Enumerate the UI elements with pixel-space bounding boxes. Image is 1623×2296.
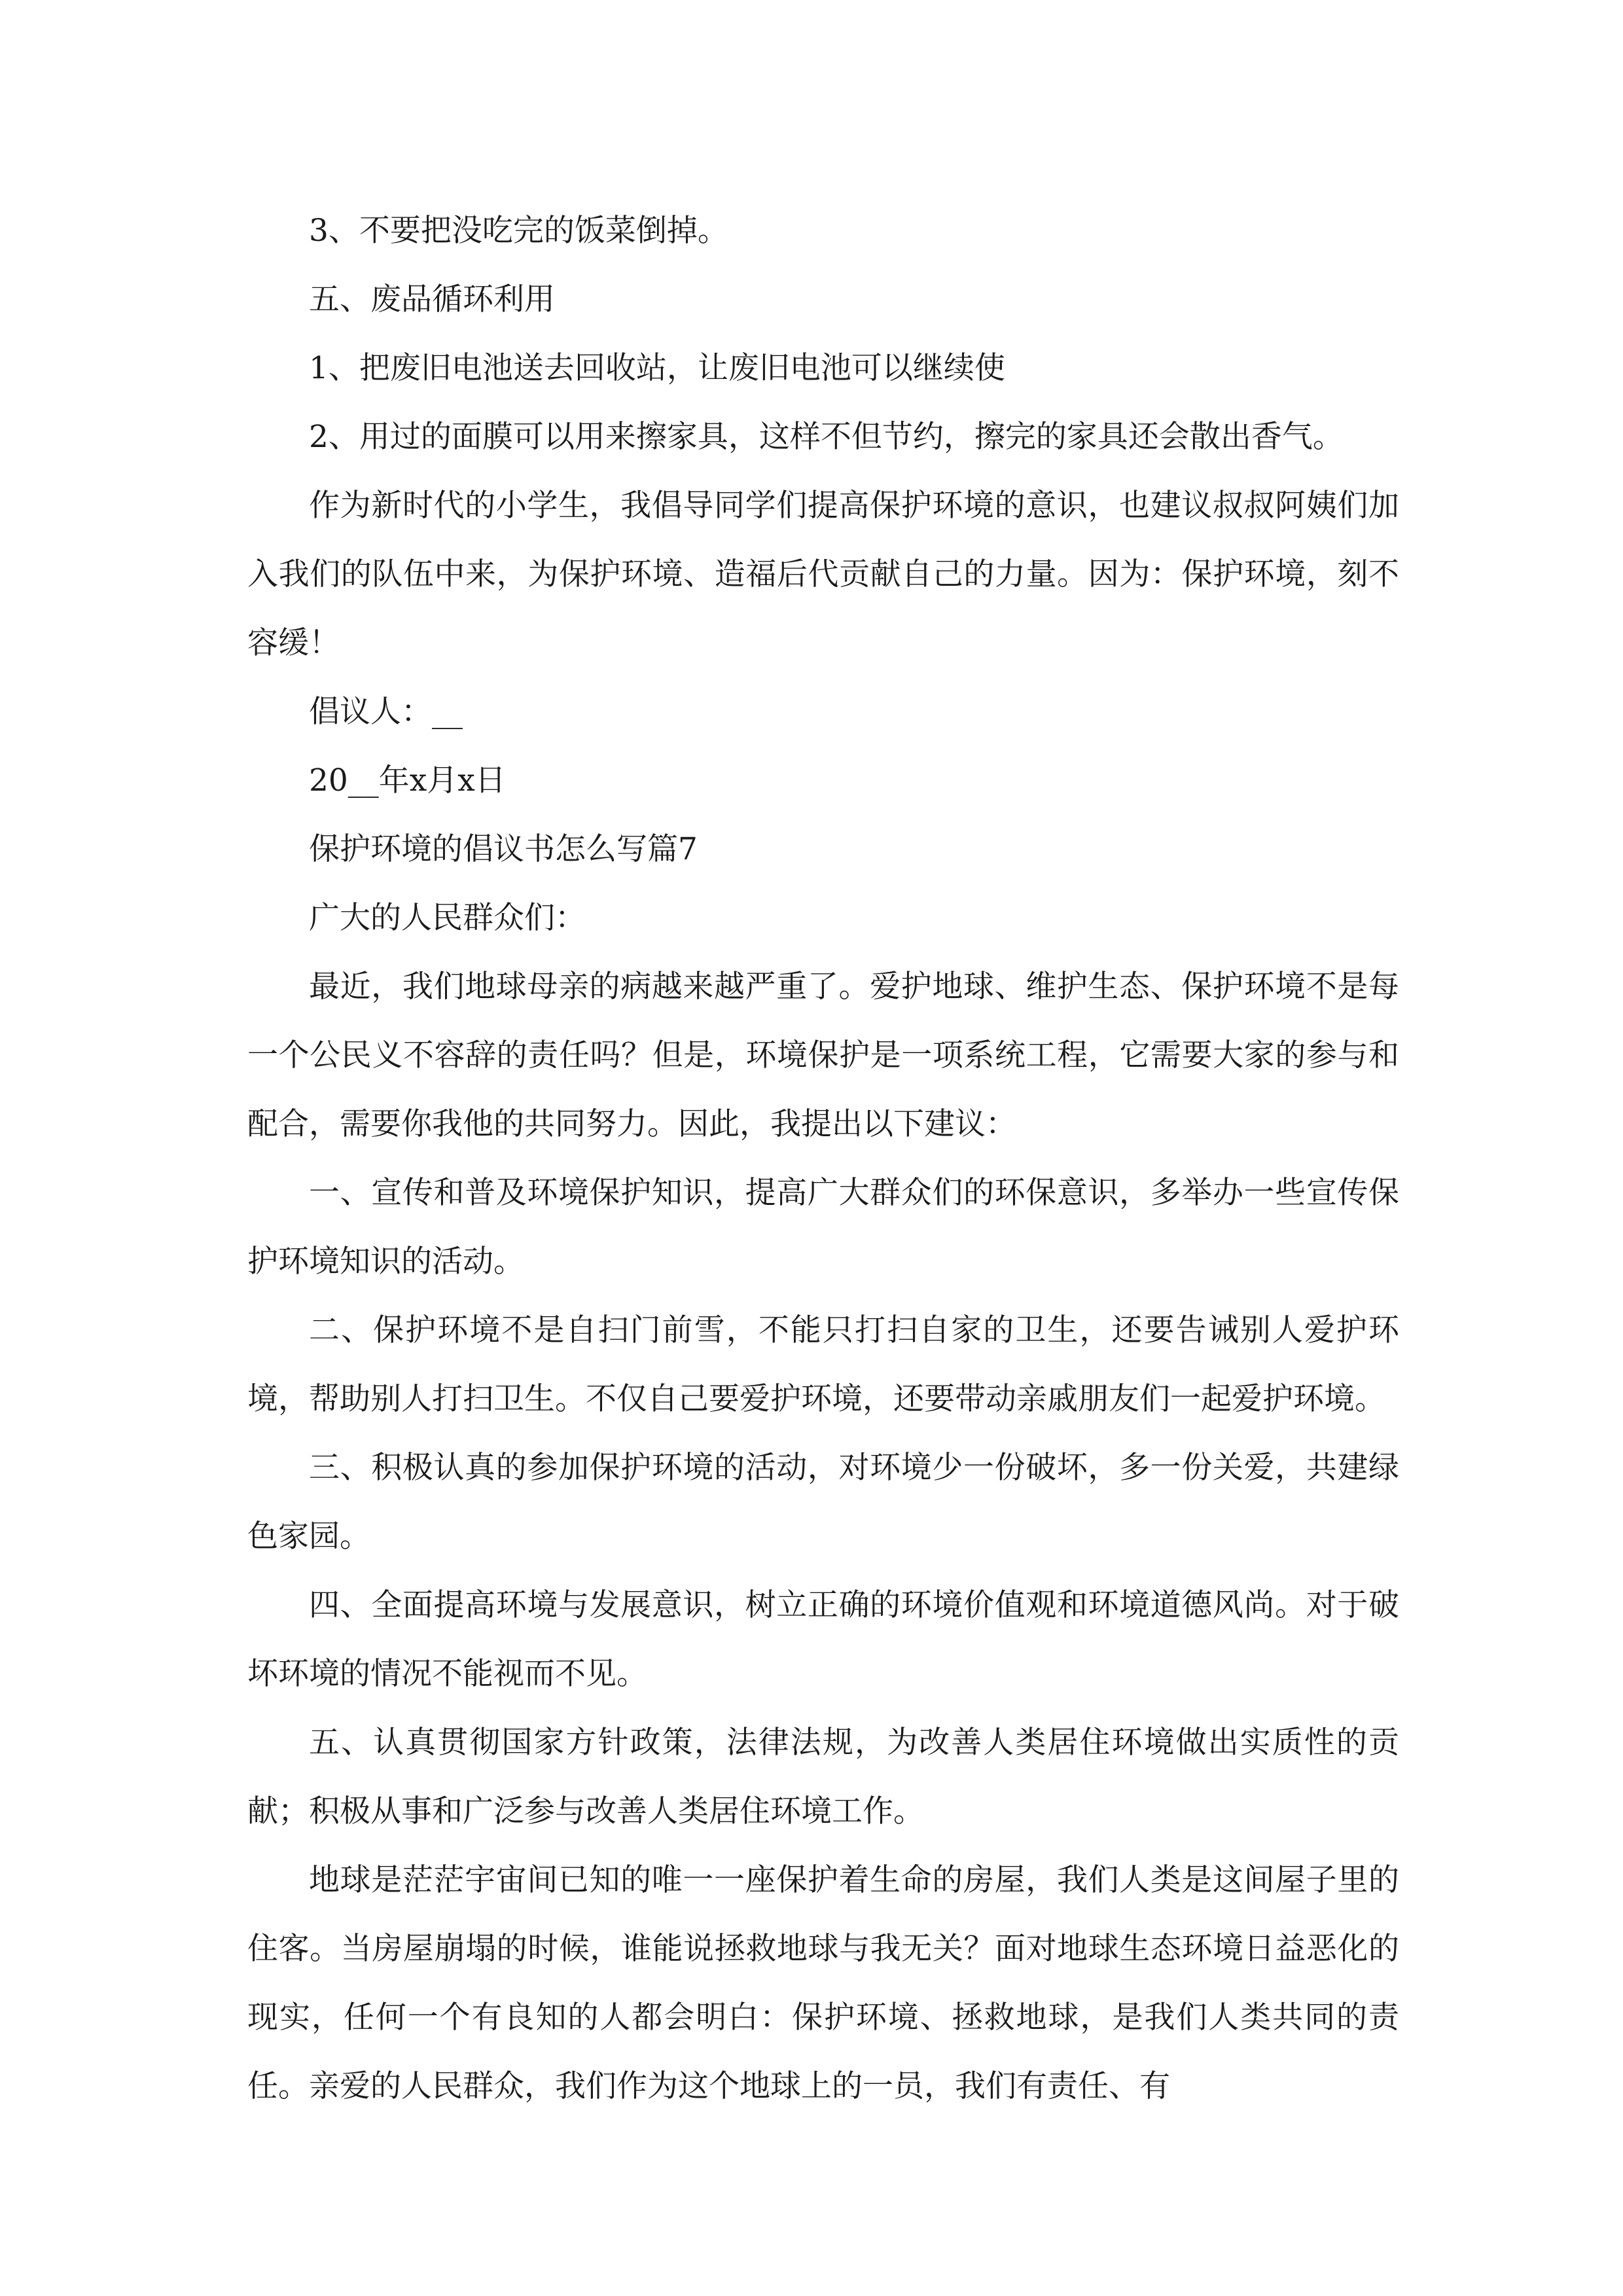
paragraph-closing-appeal: 作为新时代的小学生，我倡导同学们提高保护环境的意识，也建议叔叔阿姨们加入我们的队伍中来，为保护环境、造福后代贡献自己的力量。因为：保护环境，刻不容缓！	[247, 488, 1399, 661]
paragraph-item-3: 3、不要把没吃完的饭菜倒掉。	[309, 213, 728, 249]
paragraph-item-2: 2、用过的面膜可以用来擦家具，这样不但节约，擦完的家具还会散出香气。	[309, 419, 1344, 455]
section-heading-recycling: 五、废品循环利用	[309, 281, 555, 317]
paragraph-conclusion: 地球是茫茫宇宙间已知的唯一一座保护着生命的房屋，我们人类是这间屋子里的住客。当房屋崩塌的时候，谁能说拯救地球与我无关？面对地球生态环境日益恶化的现实，任何一个有良知的人都会明白：保护环境、拯救地球，是我们人类共同的责任。亲爱的人民群众，我们作为这个地球上的一员，我们有责任、有	[247, 1862, 1399, 2104]
paragraph-item-1: 1、把废旧电池送去回收站，让废旧电池可以继续使	[309, 350, 1005, 386]
signature-date: 20__年x月x日	[309, 762, 506, 798]
proposal-item-2: 二、保护环境不是自扫门前雪，不能只打扫自家的卫生，还要告诫别人爱护环境，帮助别人打扫卫生。不仅自己要爱护环境，还要带动亲戚朋友们一起爱护环境。	[247, 1312, 1399, 1417]
proposal-item-3: 三、积极认真的参加保护环境的活动，对环境少一份破坏，多一份关爱，共建绿色家园。	[247, 1450, 1399, 1554]
document-body	[247, 196, 1399, 2121]
proposal-item-4: 四、全面提高环境与发展意识，树立正确的环境价值观和环境道德风尚。对于破坏环境的情况不能视而不见。	[247, 1587, 1399, 1692]
salutation: 广大的人民群众们：	[309, 900, 586, 936]
paragraph-intro: 最近，我们地球母亲的病越来越严重了。爱护地球、维护生态、保护环境不是每一个公民义不容辞的责任吗？但是，环境保护是一项系统工程，它需要大家的参与和配合，需要你我他的共同努力。因此，我提出以下建议：	[247, 969, 1399, 1142]
proposal-item-1: 一、宣传和普及环境保护知识，提高广大群众们的环保意识，多举办一些宣传保护环境知识的活动。	[247, 1175, 1399, 1280]
article-title: 保护环境的倡议书怎么写篇7	[309, 831, 698, 867]
proposal-item-5: 五、认真贯彻国家方针政策，法律法规，为改善人类居住环境做出实质性的贡献；积极从事和广泛参与改善人类居住环境工作。	[247, 1725, 1399, 1829]
signature-initiator: 倡议人：__	[309, 694, 463, 730]
